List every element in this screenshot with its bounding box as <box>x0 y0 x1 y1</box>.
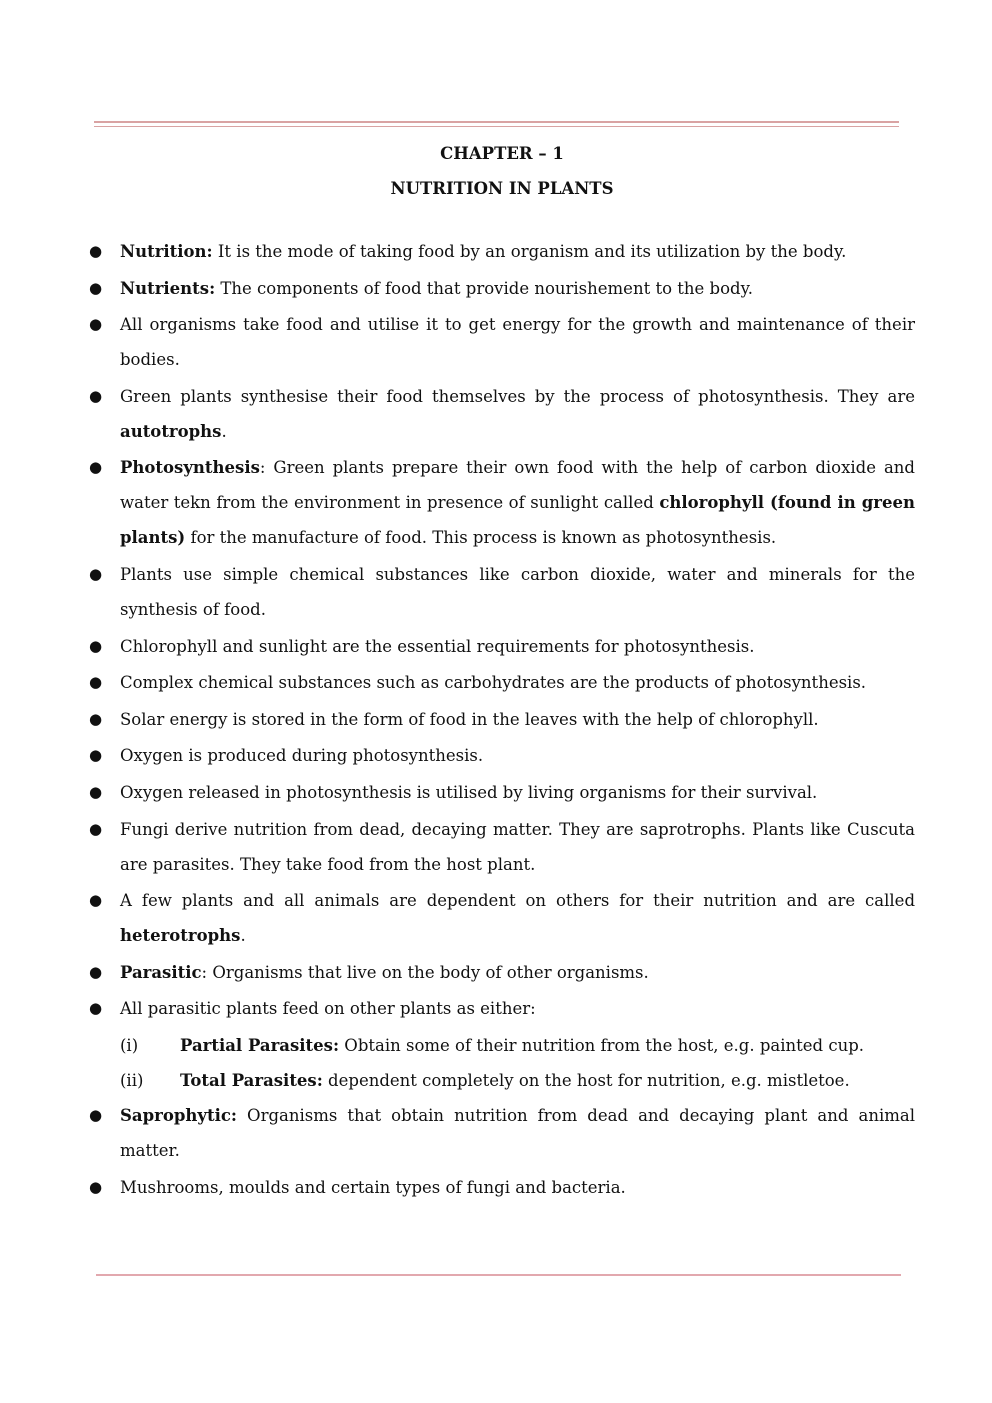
list-item: ● Oxygen is produced during photosynthesis. <box>88 738 915 773</box>
bullet-dot-icon: ● <box>89 458 103 477</box>
bullet-dot-icon: ● <box>89 746 103 765</box>
bullet-dot-icon: ● <box>89 999 103 1018</box>
bullet-dot-icon: ● <box>89 1177 103 1196</box>
top-divider <box>94 121 899 127</box>
bottom-divider <box>96 1274 901 1276</box>
notes-list <box>88 234 915 1206</box>
list-item: ● Green plants synthesise their food themselves by the process of photosynthesis. They are autotrophs. <box>88 379 915 449</box>
bullet-dot-icon: ● <box>89 673 103 692</box>
bullet-dot-icon: ● <box>89 819 103 838</box>
bullet-dot-icon: ● <box>89 386 103 405</box>
list-item: ● Nutrition: It is the mode of taking food by an organism and its utilization by the body. <box>88 234 915 269</box>
list-item: ● Nutrients: The components of food that provide nourishement to the body. <box>88 271 915 306</box>
bullet-dot-icon: ● <box>89 709 103 728</box>
sub-list-item: (ii) Total Parasites: dependent completely on the host for nutrition, e.g. mistletoe. <box>88 1063 915 1098</box>
list-item: ● Oxygen released in photosynthesis is utilised by living organisms for their survival. <box>88 775 915 810</box>
chapter-label: CHAPTER – 1 <box>440 144 564 163</box>
list-item: ● Photosynthesis: Green plants prepare their own food with the help of carbon dioxide and water tekn from the environment in presence of sunlight called chlorophyll (found in green plants) for the manufacture of food. This process is known as photosynthesis. <box>88 450 915 555</box>
list-item: ● Chlorophyll and sunlight are the essential requirements for photosynthesis. <box>88 629 915 664</box>
sub-list-item: (i) Partial Parasites: Obtain some of their nutrition from the host, e.g. painted cup. <box>88 1028 915 1063</box>
bullet-dot-icon: ● <box>89 636 103 655</box>
bullet-dot-icon: ● <box>89 1105 103 1124</box>
list-item: ● Plants use simple chemical substances like carbon dioxide, water and minerals for the synthesis of food. <box>88 557 915 627</box>
list-item: ● Fungi derive nutrition from dead, decaying matter. They are saprotrophs. Plants like Cuscuta are parasites. They take food from the host plant. <box>88 812 915 882</box>
list-item: ● All parasitic plants feed on other plants as either: <box>88 991 915 1026</box>
list-item: ● Parasitic: Organisms that live on the body of other organisms. <box>88 955 915 990</box>
list-item: ● Mushrooms, moulds and certain types of fungi and bacteria. <box>88 1170 915 1205</box>
bullet-dot-icon: ● <box>89 564 103 583</box>
bullet-dot-icon: ● <box>89 891 103 910</box>
bullet-dot-icon: ● <box>89 782 103 801</box>
list-item: ● Solar energy is stored in the form of food in the leaves with the help of chlorophyll. <box>88 702 915 737</box>
sub-item-number: (ii) <box>120 1070 144 1090</box>
bullet-dot-icon: ● <box>89 315 103 334</box>
list-item: ● Saprophytic: Organisms that obtain nutrition from dead and decaying plant and animal matter. <box>88 1098 915 1168</box>
bullet-dot-icon: ● <box>89 278 103 297</box>
chapter-title: NUTRITION IN PLANTS <box>390 179 614 198</box>
bullet-dot-icon: ● <box>89 962 103 981</box>
bullet-dot-icon: ● <box>89 242 103 260</box>
sub-item-number: (i) <box>120 1035 139 1055</box>
list-item: ● All organisms take food and utilise it to get energy for the growth and maintenance of their bodies. <box>88 307 915 377</box>
list-item: ● Complex chemical substances such as carbohydrates are the products of photosynthesis. <box>88 665 915 700</box>
list-item: ● A few plants and all animals are dependent on others for their nutrition and are called heterotrophs. <box>88 883 915 953</box>
